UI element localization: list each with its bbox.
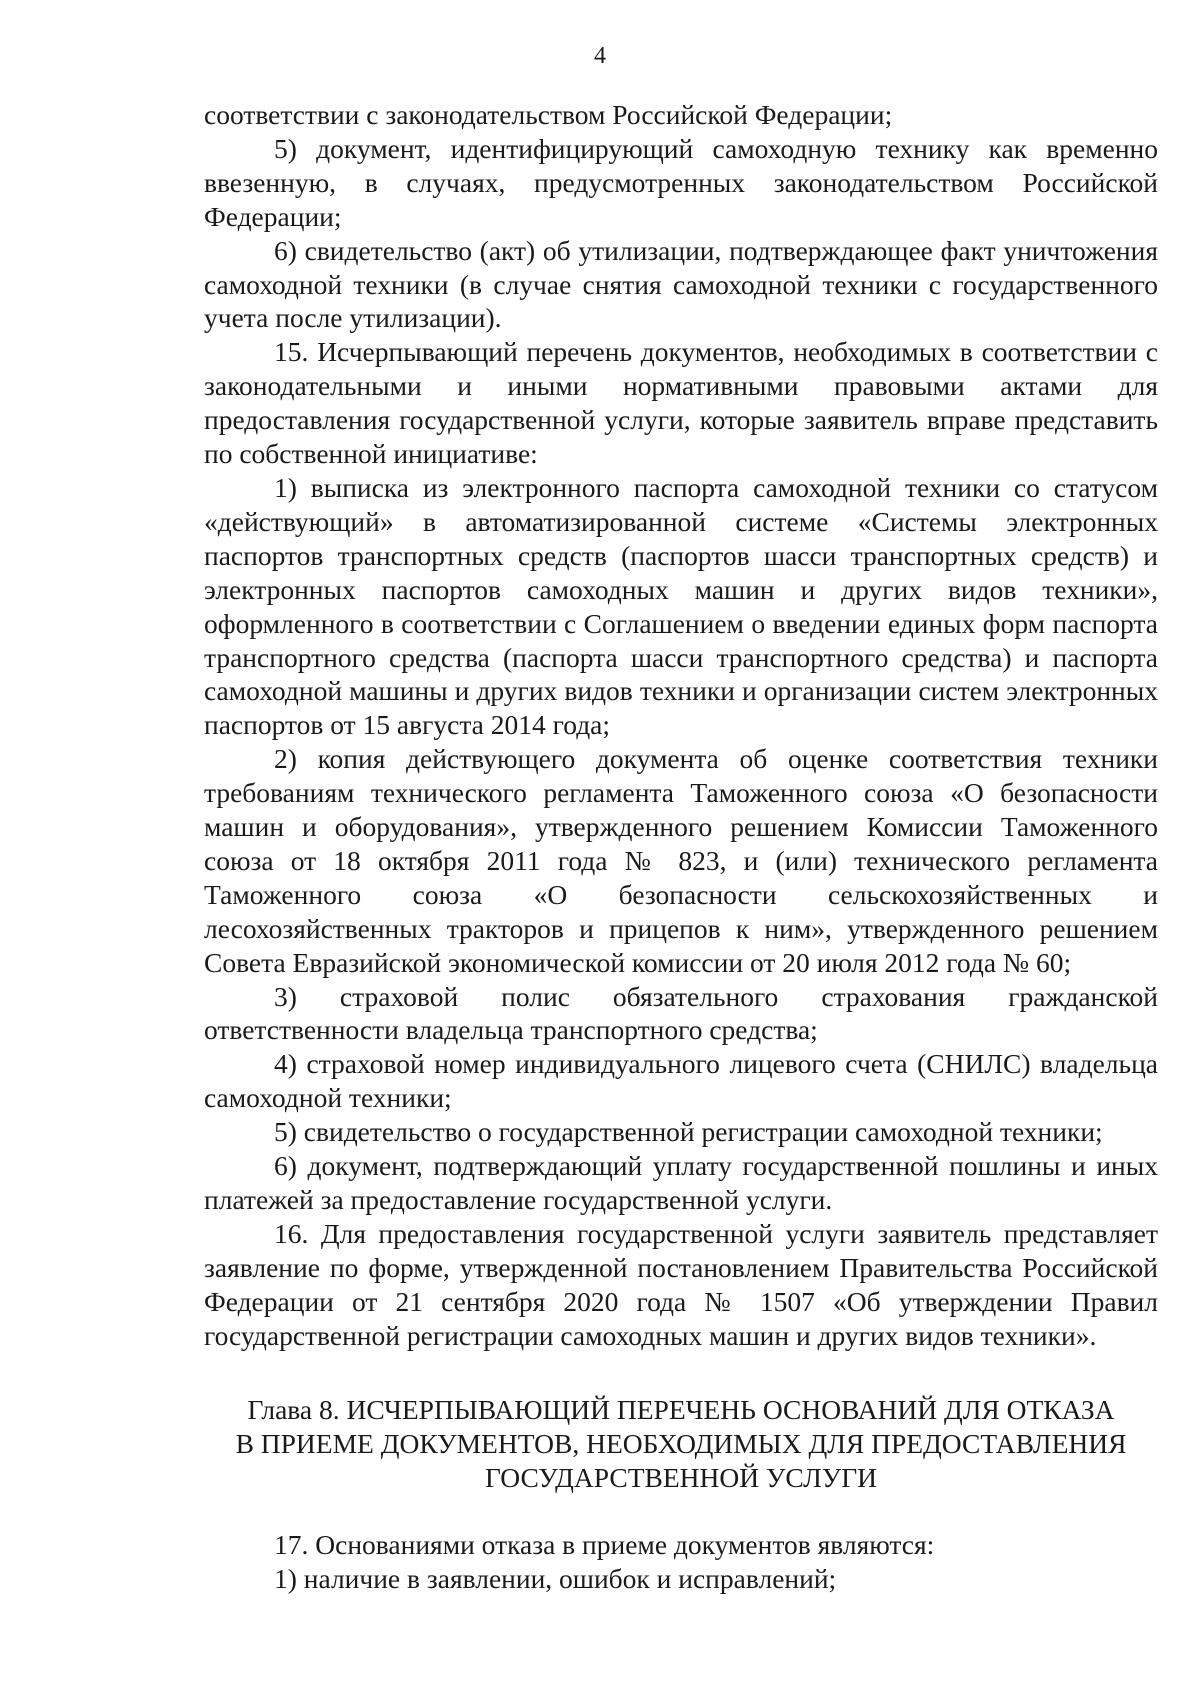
chapter-heading-line-3: ГОСУДАРСТВЕННОЙ УСЛУГИ <box>485 1462 877 1493</box>
paragraph-item-15-4: 4) страховой номер индивидуального лицевого счета (СНИЛС) владельца самоходной техники; <box>204 1048 1158 1114</box>
paragraph-item-15-2: 2) копия действующего документа об оценке соответствия техники требованиям технического регламента Таможенного союза «О безопасности машин и оборудования», утвержденного решением Комиссии Таможенного союза от 18 октября 2011 года № 823, и (или) технического регламента Таможенного союза «О безопасности сельскохозяйственных и лесохозяйственных тракторов и прицепов к ним», утвержденного решением Совета Евразийской экономической комиссии от 20 июля 2012 года № 60; <box>204 743 1158 978</box>
paragraph-item-14-6: 6) свидетельство (акт) об утилизации, подтверждающее факт уничтожения самоходной техники (в случае снятия самоходной техники с государственного учета после утилизации). <box>204 234 1158 334</box>
chapter-heading-line-1: Глава 8. ИСЧЕРПЫВАЮЩИЙ ПЕРЕЧЕНЬ ОСНОВАНИЙ ДЛЯ ОТКАЗА <box>247 1394 1115 1425</box>
paragraph-clause-16: 16. Для предоставления государственной услуги заявитель представляет заявление по форме, утвержденной постановлением Правительства Российской Федерации от 21 сентября 2020 года № 1507 «Об утверждении Правил государственной регистрации самоходных машин и других видов техники». <box>204 1217 1158 1351</box>
chapter-heading-line-2: В ПРИЕМЕ ДОКУМЕНТОВ, НЕОБХОДИМЫХ ДЛЯ ПРЕДОСТАВЛЕНИЯ <box>235 1428 1127 1459</box>
paragraph-item-15-1: 1) выписка из электронного паспорта самоходной техники со статусом «действующий» в автоматизированной системе «Системы электронных паспортов транспортных средств (паспортов шасси транспортных средств) и электронных паспортов самоходных машин и других видов техники», оформленного в соответствии с Соглашением о введении единых форм паспорта транспортного средства (паспорта шасси транспортного средства) и паспорта самоходной машины и других видов техники и организации систем электронных паспортов от 15 августа 2014 года; <box>204 471 1158 741</box>
chapter-heading <box>204 1393 1158 1495</box>
paragraph-item-17-1: 1) наличие в заявлении, ошибок и исправлений; <box>274 1563 837 1594</box>
page-number: 4 <box>594 43 606 69</box>
paragraph-item-14-5: 5) документ, идентифицирующий самоходную технику как временно ввезенную, в случаях, предусмотренных законодательством Российской Федерации; <box>204 132 1158 232</box>
paragraph-clause-17: 17. Основаниями отказа в приеме документов являются: <box>274 1529 935 1560</box>
chapter-body <box>204 1528 1158 1596</box>
paragraph-continuation: соответствии с законодательством Российской Федерации; <box>204 99 893 130</box>
paragraph-clause-15: 15. Исчерпывающий перечень документов, необходимых в соответствии с законодательными и иными нормативными правовыми актами для предоставления государственной услуги, которые заявитель вправе представить по собственной инициативе: <box>204 336 1158 470</box>
paragraph-item-15-3: 3) страховой полис обязательного страхования гражданской ответственности владельца транспортного средства; <box>204 980 1158 1046</box>
document-body <box>204 98 1158 1353</box>
paragraph-item-15-5: 5) свидетельство о государственной регистрации самоходной техники; <box>274 1116 1103 1148</box>
paragraph-item-15-6: 6) документ, подтверждающий уплату государственной пошлины и иных платежей за предоставление государственной услуги. <box>204 1150 1158 1215</box>
